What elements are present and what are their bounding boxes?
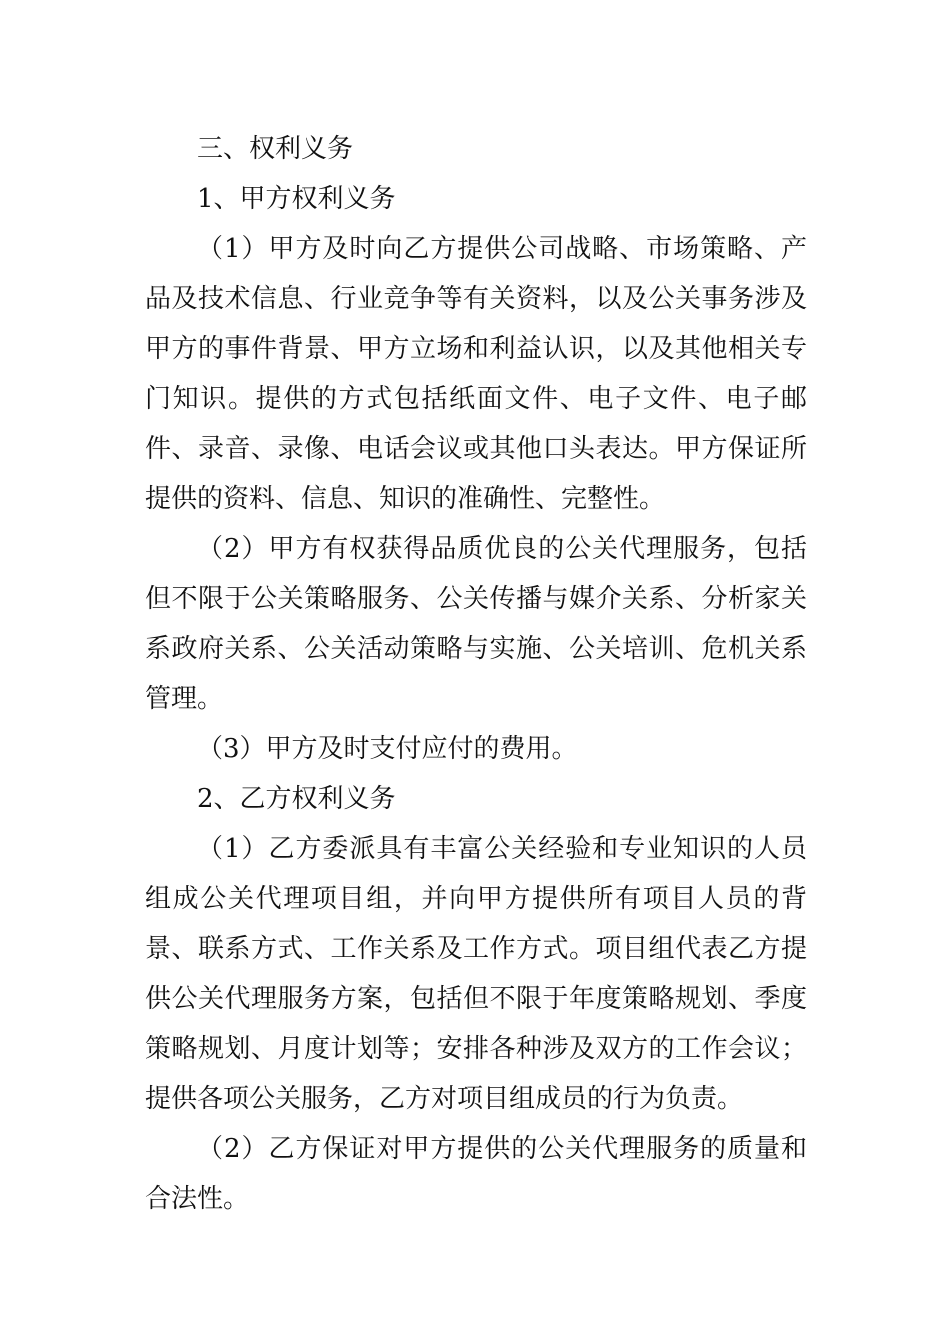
section-title: 三、权利义务 bbox=[197, 134, 354, 164]
party-b-item-2: （2）乙方保证对甲方提供的公关代理服务的质量和合法性。 bbox=[145, 1134, 807, 1214]
party-a-item-1: （1）甲方及时向乙方提供公司战略、市场策略、产品及技术信息、行业竞争等有关资料，以及公关事务涉及甲方的事件背景、甲方立场和利益认识，以及其他相关专门知识。提供的方式包括纸面文件、电子文件、电子邮件、录音、录像、电话会议或其他口头表达。甲方保证所提供的资料、信息、知识的准确性、完整性。 bbox=[145, 234, 807, 514]
party-a-heading: 1、甲方权利义务 bbox=[197, 184, 396, 214]
document-body bbox=[145, 124, 807, 1224]
party-a-item-3: （3）甲方及时支付应付的费用。 bbox=[197, 734, 578, 764]
party-b-heading: 2、乙方权利义务 bbox=[197, 784, 396, 814]
party-b-item-1: （1）乙方委派具有丰富公关经验和专业知识的人员组成公关代理项目组，并向甲方提供所有项目人员的背景、联系方式、工作关系及工作方式。项目组代表乙方提供公关代理服务方案，包括但不限于年度策略规划、季度策略规划、月度计划等；安排各种涉及双方的工作会议；提供各项公关服务，乙方对项目组成员的行为负责。 bbox=[145, 834, 807, 1114]
party-a-item-2: （2）甲方有权获得品质优良的公关代理服务，包括但不限于公关策略服务、公关传播与媒介关系、分析家关系政府关系、公关活动策略与实施、公关培训、危机关系管理。 bbox=[145, 534, 807, 714]
